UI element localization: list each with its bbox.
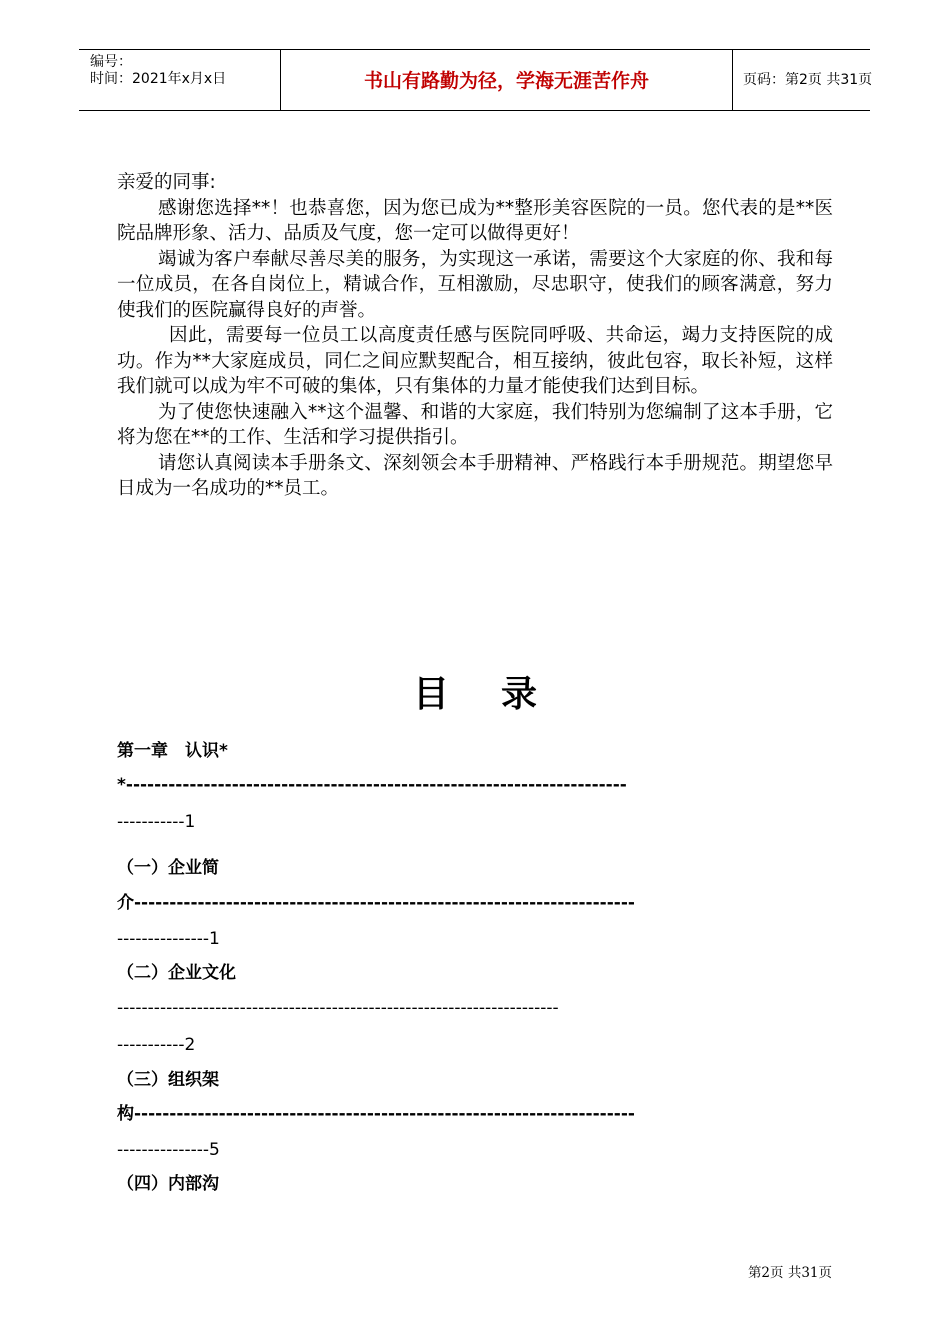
letter-paragraph: 感谢您选择**！也恭喜您，因为您已成为**整形美容医院的一员。您代表的是**医院品牌形象、活力、品质及气度，您一定可以做得更好！	[117, 197, 833, 244]
header-motto-cell	[281, 50, 733, 110]
toc-page-number-line: -----------1	[117, 812, 196, 832]
toc-leader-line: ------------------------------------------------------------------------	[117, 998, 559, 1018]
footer-page-info: 第2页 共31页	[747, 1265, 832, 1281]
letter-paragraph: 为了使您快速融入**这个温馨、和谐的大家庭，我们特别为您编制了这本手册，它将为您在**的工作、生活和学习提供指引。	[117, 401, 833, 448]
header-page-cell	[733, 50, 873, 110]
toc-page-number-line: ---------------1	[117, 929, 220, 949]
header-page-info: 页码：第2页 共31页	[743, 72, 873, 88]
toc-page-number-line: ---------------5	[117, 1140, 220, 1160]
welcome-letter	[117, 170, 833, 502]
page-header	[79, 49, 873, 111]
letter-paragraph: 竭诚为客户奉献尽善尽美的服务，为实现这一承诺，需要这个大家庭的你、我和每一位成员，在各自岗位上，精诚合作，互相激励，尽忠职守，使我们的顾客满意，努力使我们的医院赢得良好的声誉。	[117, 248, 833, 321]
letter-paragraph: 请您认真阅读本手册条文、深刻领会本手册精神、严格践行本手册规范。期望您早日成为一名成功的**员工。	[117, 452, 833, 499]
toc-section-title: （四）内部沟	[117, 1174, 219, 1194]
toc-section-title: （一）企业简	[117, 858, 219, 878]
motto: 书山有路勤为径，学海无涯苦作舟	[363, 70, 649, 92]
letter-paragraph: 因此，需要每一位员工以高度责任感与医院同呼吸、共命运，竭力支持医院的成功。作为**大家庭成员，同仁之间应默契配合，相互接纳，彼此包容，取长补短，这样我们就可以成为牢不可破的集体，只有集体的力量才能使我们达到目标。	[117, 325, 833, 397]
toc-leader-line: *-----------------------------------------------------------------------	[117, 775, 627, 795]
toc-leader-line: 构-----------------------------------------------------------------------	[117, 1104, 635, 1124]
toc-section-title: （三）组织架	[117, 1070, 219, 1090]
toc-section-title: （二）企业文化	[117, 963, 236, 983]
code-label: 编号：	[90, 54, 132, 70]
letter-greeting: 亲爱的同事:	[117, 172, 216, 193]
toc-leader-line: 介-----------------------------------------------------------------------	[117, 893, 635, 913]
date-line: 时间：2021年x月x日	[90, 71, 227, 87]
toc-page-number-line: -----------2	[117, 1035, 196, 1055]
header-meta-cell	[79, 50, 281, 110]
toc-chapter-title: 第一章 认识*	[117, 741, 228, 761]
toc-title: 目录	[412, 674, 589, 715]
